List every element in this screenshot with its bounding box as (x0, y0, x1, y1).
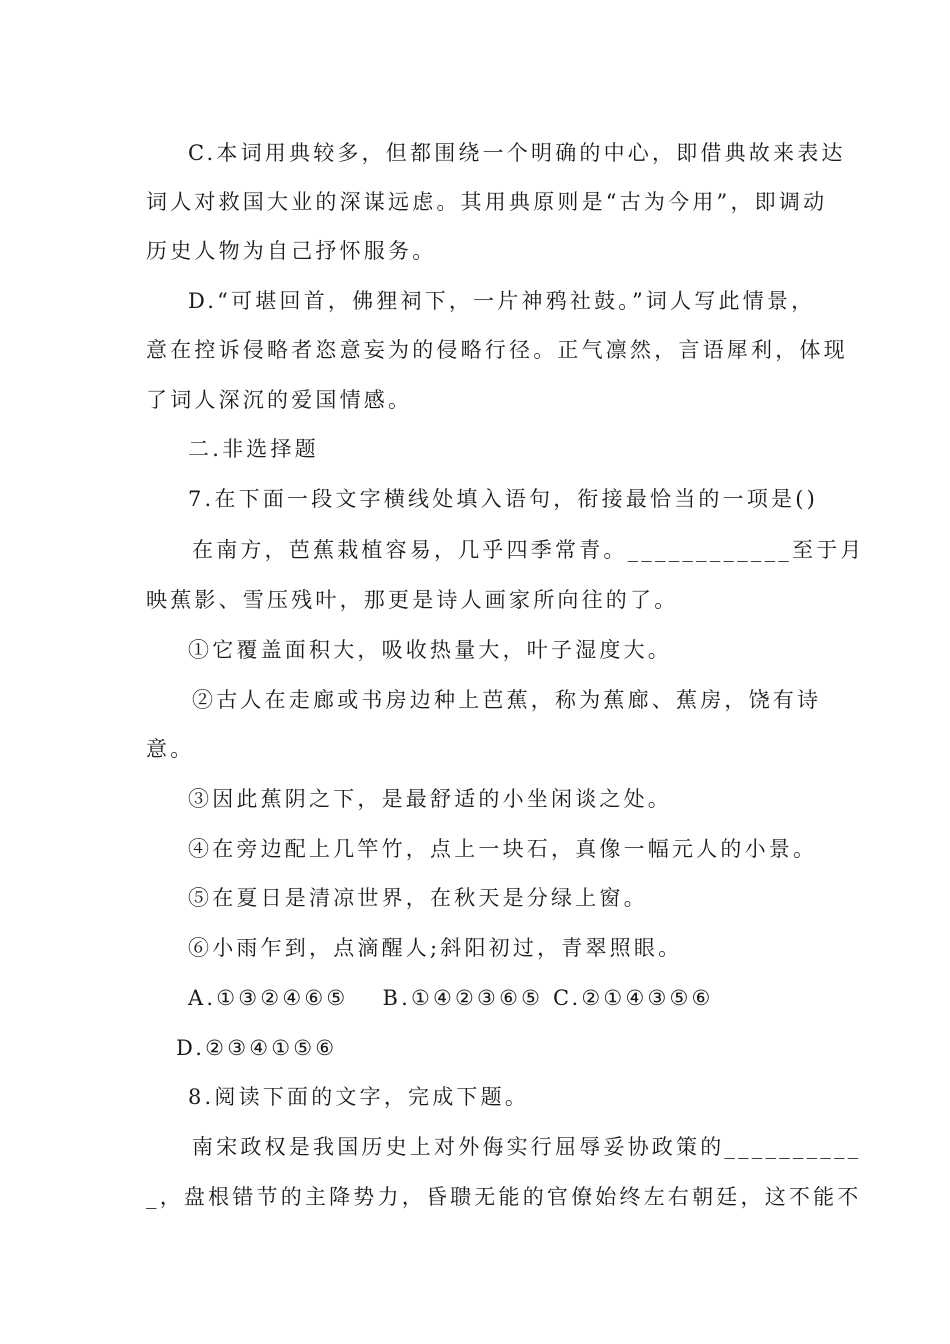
sentence-item-5: ⑤在夏日是清凉世界，在秋天是分绿上窗。 (188, 886, 648, 910)
sentence-item-1: ①它覆盖面积大，吸收热量大，叶子湿度大。 (188, 638, 672, 662)
text-line-option-d: D.“可堪回首，佛狸祠下，一片神鸦社鼓。”词人写此情景， (188, 289, 816, 313)
sentence-item-4: ④在旁边配上几竿竹，点上一块石，真像一幅元人的小景。 (188, 837, 818, 861)
text-line-option-c: C.本词用典较多，但都围绕一个明确的中心，即借典故来表达 (188, 141, 846, 165)
question-7-prompt: 7.在下面一段文字横线处填入语句，衔接最恰当的一项是() (188, 487, 819, 511)
answer-options-abc: A.①③②④⑥⑤ B.①④②③⑥⑤ C.②①④③⑤⑥ (188, 986, 714, 1010)
text-line: 意在控诉侵略者恣意妄为的侵略行径。正气凛然，言语犀利，体现 (146, 338, 848, 362)
text-line: 了词人深沉的爱国情感。 (146, 388, 413, 412)
passage-line: 映蕉影、雪压残叶，那更是诗人画家所向往的了。 (146, 588, 679, 612)
sentence-item-6: ⑥小雨乍到，点滴醒人;斜阳初过，青翠照眼。 (188, 936, 683, 960)
text-line: 词人对救国大业的深谋远虑。其用典原则是“古为今用”，即调动 (146, 190, 828, 214)
text-line: 历史人物为自己抒怀服务。 (146, 239, 437, 263)
sentence-item-3: ③因此蕉阴之下，是最舒适的小坐闲谈之处。 (188, 787, 672, 811)
question-8-prompt: 8.阅读下面的文字，完成下题。 (188, 1085, 530, 1109)
sentence-item-2: ②古人在走廊或书房边种上芭蕉，称为蕉廊、蕉房，饶有诗 (192, 688, 822, 712)
passage-line: 在南方，芭蕉栽植容易，几乎四季常青。____________至于月 (192, 538, 865, 562)
answer-option-d: D.②③④①⑤⑥ (176, 1036, 338, 1060)
section-heading: 二.非选择题 (188, 437, 319, 461)
sentence-item-2-continued: 意。 (146, 737, 195, 761)
passage-line: 南宋政权是我国历史上对外侮实行屈辱妥协政策的__________ (192, 1135, 862, 1159)
passage-line: _，盘根错节的主降势力，昏聩无能的官僚始终左右朝廷，这不能不 (146, 1185, 862, 1209)
